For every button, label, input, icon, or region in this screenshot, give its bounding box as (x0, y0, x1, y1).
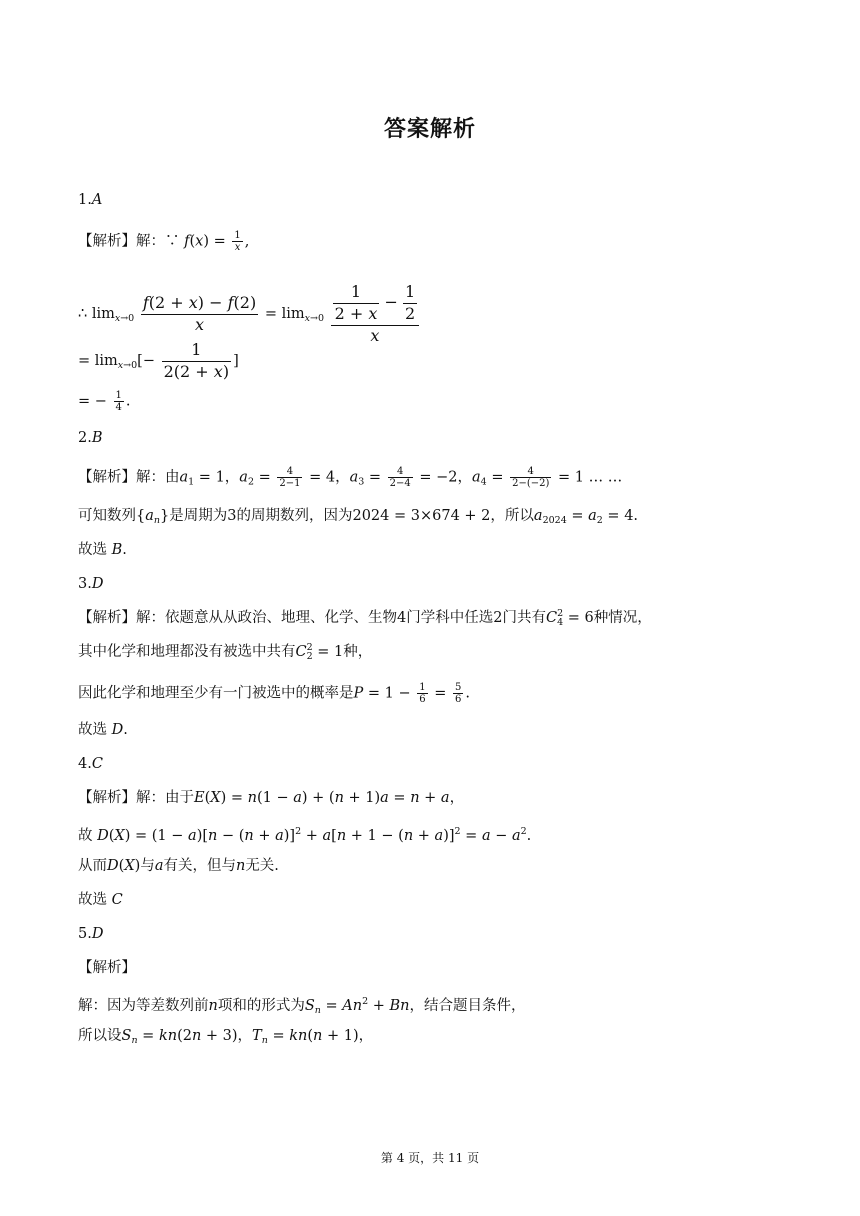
q3-choose-line: 故选 D. (78, 722, 128, 738)
analysis-tag: 【解析】 (78, 610, 136, 626)
q1-limit-line: ∴ $\lim_{x\to 0}$ $\frac{f(2 + x) - f(2)}{x}$ = $\lim_{x\to 0}$ $\frac{1}{2 + x}$ − $\frac{1}{2}$ x (78, 282, 421, 346)
q4-variance-line: 故 $D(X) = (1 - a)[n - (n + a)]^2 + a[n + 1 - (n + a)]^2 = a - a^2$. (78, 826, 532, 844)
q4-choose-line: 故选 C (78, 892, 123, 908)
analysis-tag: 【解析】 (78, 469, 136, 486)
q1-simplify-line: = $\lim_{x\to 0}[-$ $\frac{1}{2(2 + x)}$ ] (78, 340, 239, 381)
q5-form-line: 解：因为等差数列前n项和的形式为$S_n = An^2 + Bn$，结合题目条件， (78, 996, 526, 1016)
q3-probability-line: 因此化学和地理至少有一门被选中的概率是P = 1 − $\frac{1}{6}$ = $\frac{5}{6}$ . (78, 682, 470, 705)
analysis-tag: 【解析】 (78, 960, 136, 976)
question-1-answer: 1.A (78, 192, 103, 208)
q4-conclusion-line: 从而D(X)与a有关，但与n无关. (78, 858, 279, 874)
q1-analysis-line: 【解析】解：∵ f(x) = $\frac{1}{x}$ , (78, 230, 250, 253)
q1-result-line: = − $\frac{1}{4}$ . (78, 390, 131, 413)
analysis-tag: 【解析】 (78, 233, 136, 250)
question-4-answer: 4.C (78, 756, 103, 772)
page-footer: 第 4 页，共 11 页 (380, 1151, 480, 1165)
q2-choose-line: 故选 B. (78, 542, 127, 558)
question-2-answer: 2.B (78, 430, 103, 446)
q2-period-line: 可知数列$\{a_n\}$是周期为3的周期数列，因为2024 = 3×674 + 2，所以$a_{2024} = a_2 = 4$. (78, 508, 639, 526)
q4-analysis-line: 【解析】解：由于E(X) = n(1 − a) + (n + 1)a = n + a， (78, 790, 465, 806)
question-5-answer: 5.D (78, 926, 104, 942)
q2-analysis-line: 【解析】解：由$a_1 = 1$，$a_2$ = $\frac{4}{2-1}$ = 4，$a_3$ = $\frac{4}{2-4}$ = −2，$a_4$ = $\frac{4}{2-(-2)}$ = 1 … … (78, 466, 623, 489)
question-3-answer: 3.D (78, 576, 104, 592)
q3-none-line: 其中化学和地理都没有被选中共有C 2 $_2$ = 1种， (78, 642, 373, 662)
analysis-tag: 【解析】 (78, 790, 136, 806)
q3-analysis-line: 【解析】解：依题意从从政治、地理、化学、生物4门学科中任选2门共有C 2 $_4$ = 6种情况， (78, 608, 652, 628)
q5-assume-line: 所以设$S_n = kn(2n + 3)$，$T_n = kn(n + 1)$， (78, 1028, 374, 1046)
page-title: 答案解析 (383, 117, 476, 142)
q5-analysis-tag-line (78, 958, 136, 978)
